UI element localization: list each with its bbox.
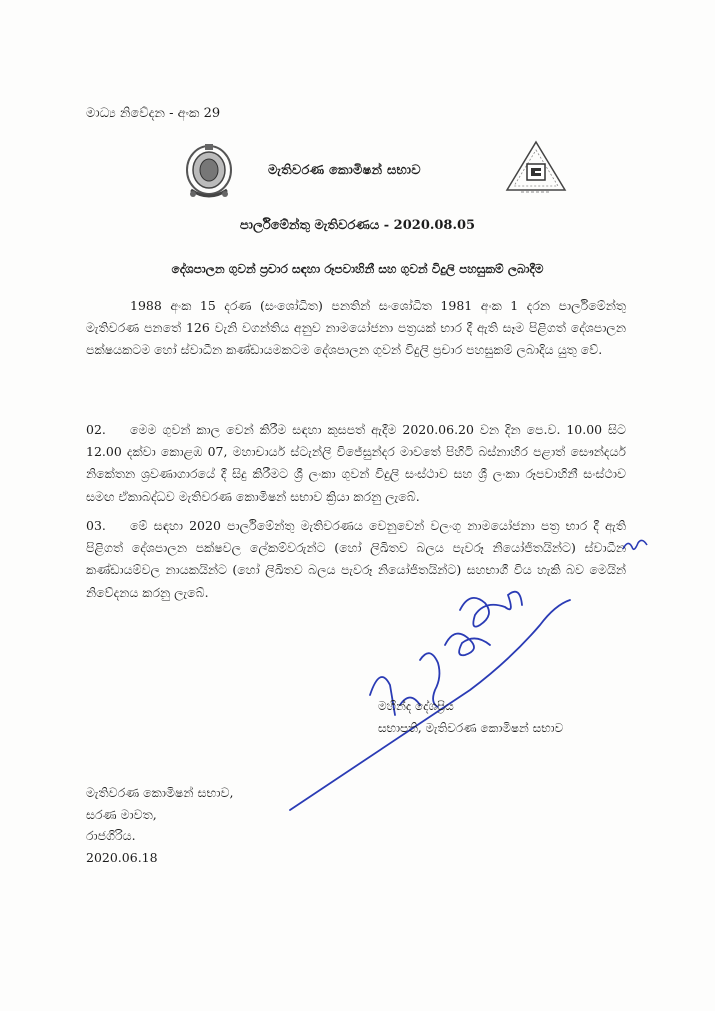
signer-title: සභාපති, මැතිවරණ කොමිෂන් සභාව (378, 721, 564, 735)
organization-title: මැතිවරණ කොමිෂන් සභාව (268, 163, 421, 178)
election-title: පාර්ලිමේන්තු මැතිවරණය - 2020.08.05 (239, 218, 476, 233)
paragraph-3-text: මේ සඳහා 2020 පාර්ලිමේන්තු මැතිවරණය වෙනුවෙන් වලංගු නාමයෝජනා පත්‍ර භාර දී ඇති පිළිගත් දේශපාලන පක්ෂවල ලේකම්වරුන්ට (හෝ ලිඛිතව බලය පැවරූ නියෝජිතයින්ට) ස්වාධීන කණ්ඩායම්වල නායකයින්ට (හෝ ලිඛිතව බලය පැවරූ නියෝජිතයින්ට) සහභාගී විය හැකි බව මෙයින් නිවේදනය කරනු ලැබේ. (86, 518, 626, 600)
paragraph-3-number: 03. (86, 518, 106, 533)
margin-initial-mark (620, 535, 650, 557)
release-number: මාධ්‍ය නිවේදන - අංක 29 (86, 106, 221, 121)
address-line-2: සරණ මාවත, (86, 806, 157, 822)
paragraph-1: 1988 අංක 15 දරණ (සංශෝධිත) පනතින් සංශෝධිත 1981 අංක 1 දරන පාර්ලිමේන්තු මැතිවරණ පනතේ 126 වැනි වගන්තිය අනුව නාමයෝජනා පත්‍රයක් භාර දී ඇති සෑම පිළිගත් දේශපාලන පක්ෂයකටම හෝ ස්වාධීන කණ්ඩායමකටම දේශපාලන ගුවන් විදුලි ප්‍රචාර පහසුකම් ලබාදිය යුතු වේ. (86, 298, 626, 358)
subject-heading: දේශපාලන ගුවන් ප්‍රචාර සඳහා රූපවාහිනී සහ ගුවන් විදුලි පහසුකම් ලබාදීම (171, 262, 544, 276)
election-commission-logo-icon (503, 138, 569, 194)
address-block (86, 782, 233, 868)
release-date: 2020.06.18 (86, 849, 158, 865)
paragraph-2 (86, 419, 626, 508)
paragraph-2-text: මෙම ගුවන් කාල වෙන් කිරීම සඳහා කුසපත් ඇදීම 2020.06.20 වන දින පෙ.ව. 10.00 සිට 12.00 දක්වා කොළඹ 07, මහාචාර්ය ස්ටැන්ලි විජේසුන්දර මාවතේ පිහිටි බස්නාහිර පළාත් සෞන්දර්ය නිකේතන ශ්‍රවණාගාරයේ දී සිදු කිරීමට ශ්‍රී ලංකා ගුවන් විදුලි සංස්ථාව සහ ශ්‍රී ලංකා රූපවාහිනී සංස්ථාව සමඟ ඒකාබද්ධව මැතිවරණ කොමිෂන් සභාව ක්‍රියා කරනු ලැබේ. (86, 422, 626, 504)
address-line-1: මැතිවරණ කොමිෂන් සභාව, (86, 785, 234, 800)
paragraph-2-number: 02. (86, 422, 106, 437)
address-line-3: රාජගිරිය. (86, 828, 136, 843)
national-emblem-icon (183, 142, 235, 202)
signer-name: මහින්ද දේශප්‍රිය (378, 699, 454, 713)
signer-block (378, 695, 563, 739)
